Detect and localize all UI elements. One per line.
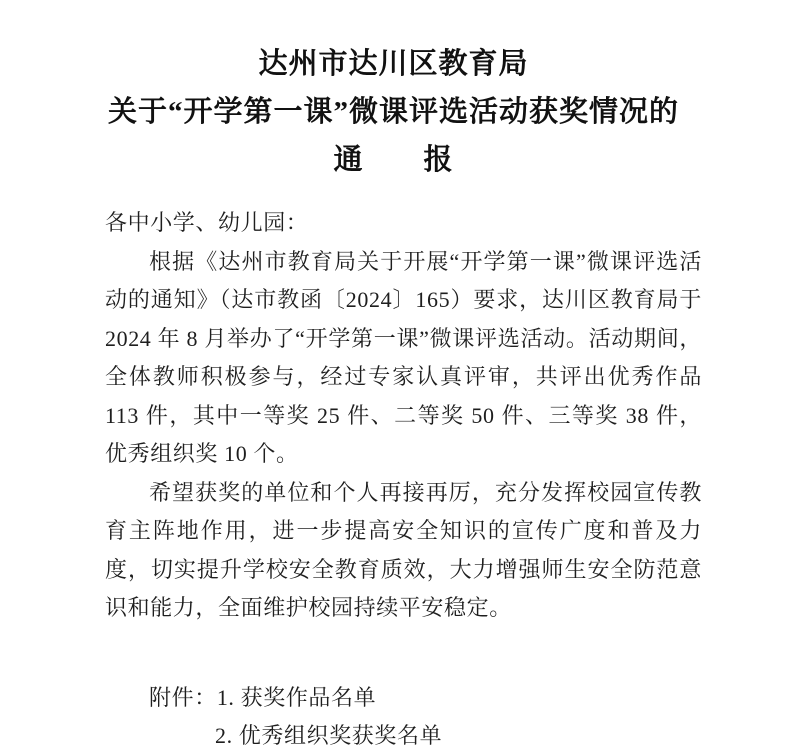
attachments-label: 附件： — [149, 684, 217, 710]
title-line-subject: 关于“开学第一课”微课评选活动获奖情况的 — [107, 96, 679, 128]
salutation-line: 各中小学、幼儿园： — [105, 210, 309, 235]
attachments-block — [149, 679, 702, 756]
paragraph-activity-summary: 根据《达州市教育局关于开展“开学第一课”微课评选活动的通知》（达市教函〔2024〕165）要求，达川区教育局于 2024 年 8 月举办了“开学第一课”微课评选活动。活动期间，全体教师积极参与，经过专家认真评审，共评出优秀作品 113 件，其中一等奖 25 件、二等奖 50 件、三等奖 38 件，优秀组织奖 10 个。 — [105, 248, 702, 466]
document-title — [0, 0, 787, 184]
attachment-line-1 — [149, 679, 702, 718]
attachment-item-1: 1. 获奖作品名单 — [216, 684, 377, 710]
title-line-doctype: 通 报 — [333, 144, 454, 176]
document-body — [105, 204, 702, 756]
title-line-issuer: 达州市达川区教育局 — [258, 48, 529, 80]
paragraph-expectations: 希望获奖的单位和个人再接再厉，充分发挥校园宣传教育主阵地作用，进一步提高安全知识的宣传广度和普及力度，切实提升学校安全教育质效，大力增强师生安全防范意识和能力，全面维护校园持续平安稳定。 — [105, 479, 702, 620]
attachment-item-2: 2. 优秀组织奖获奖名单 — [215, 723, 443, 748]
